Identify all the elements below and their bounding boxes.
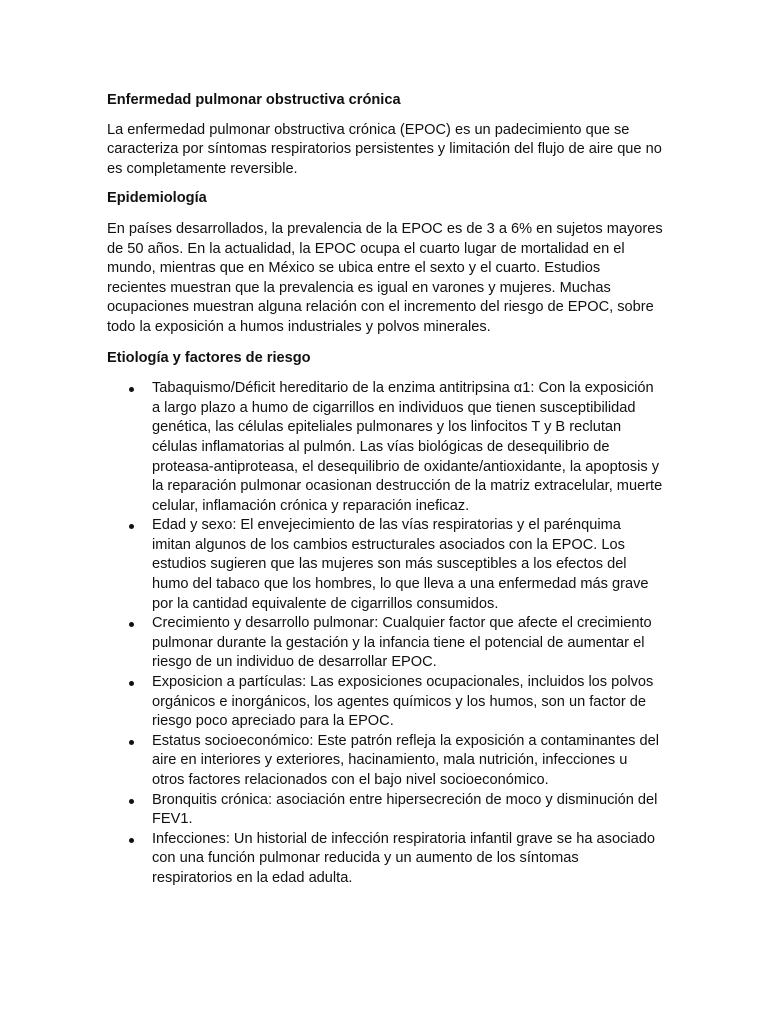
list-item	[107, 379, 663, 516]
document-page	[107, 91, 663, 889]
etiology-heading: Etiología y factores de riesgo	[107, 349, 311, 366]
list-item-text: Tabaquismo/Déficit hereditario de la enzima antitripsina α1: Con la exposición a largo plazo a humo de cigarrillos en individuos que tienen susceptibilidad genética, las células epiteliales pulmonares y los linfocitos T y B reclutan células inflamatorias al pulmón. Las vías biológicas de desequilibrio de proteasa-antiproteasa, el desequilibrio de oxidante/antioxidante, la apoptosis y la reparación pulmonar ocasionan destrucción de la matriz extracelular, muerte celular, inflamación crónica y reparación ineficaz.	[152, 380, 663, 514]
list-item	[107, 673, 663, 732]
list-item-text: Exposicion a partículas: Las exposiciones ocupacionales, incluidos los polvos orgánicos e inorgánicos, los agentes químicos y los humos, son un factor de riesgo poco apreciado para la EPOC.	[152, 674, 654, 730]
bullet-icon	[129, 387, 134, 392]
bullet-icon	[129, 838, 134, 843]
list-item	[107, 830, 663, 889]
epidemiology-heading: Epidemiología	[107, 190, 207, 207]
list-item	[107, 732, 663, 791]
list-item-text: Infecciones: Un historial de infección respiratoria infantil grave se ha asociado con una función pulmonar reducida y un aumento de los síntomas respiratorios en la edad adulta.	[152, 830, 655, 886]
bullet-icon	[129, 740, 134, 745]
bullet-icon	[129, 681, 134, 686]
list-item	[107, 614, 663, 673]
bullet-icon	[129, 622, 134, 627]
document-title: Enfermedad pulmonar obstructiva crónica	[107, 92, 401, 108]
list-item	[107, 791, 663, 830]
bullet-icon	[129, 799, 134, 804]
risk-factor-list	[107, 379, 663, 888]
list-item	[107, 516, 663, 614]
epidemiology-paragraph: En países desarrollados, la prevalencia de la EPOC es de 3 a 6% en sujetos mayores de 50 años. En la actualidad, la EPOC ocupa el cuarto lugar de mortalidad en el mundo, mientras que en México se ubica entre el sexto y el cuarto. Estudios recientes muestran que la prevalencia es igual en varones y mujeres. Muchas ocupaciones muestran alguna relación con el incremento del riesgo de EPOC, sobre todo la exposición a humos industriales y polvos minerales.	[107, 220, 663, 335]
list-item-text: Estatus socioeconómico: Este patrón refleja la exposición a contaminantes del aire en interiores y exteriores, hacinamiento, mala nutrición, infecciones u otros factores relacionados con el bajo nivel socioeconómico.	[152, 732, 660, 788]
list-item-text: Crecimiento y desarrollo pulmonar: Cualquier factor que afecte el crecimiento pulmonar durante la gestación y la infancia tiene el potencial de aumentar el riesgo de un individuo de desarrollar EPOC.	[152, 615, 652, 671]
intro-paragraph: La enfermedad pulmonar obstructiva crónica (EPOC) es un padecimiento que se caracteriza por síntomas respiratorios persistentes y limitación del flujo de aire que no es completamente reversible.	[107, 121, 662, 177]
list-item-text: Edad y sexo: El envejecimiento de las vías respiratorias y el parénquima imitan algunos de los cambios estructurales asociados con la EPOC. Los estudios sugieren que las mujeres son más susceptibles a los efectos del humo del tabaco que los hombres, lo que lleva a una enfermedad más grave por la cantidad equivalente de cigarrillos consumidos.	[152, 517, 649, 612]
bullet-icon	[129, 524, 134, 529]
list-item-text: Bronquitis crónica: asociación entre hipersecreción de moco y disminución del FEV1.	[152, 791, 658, 828]
